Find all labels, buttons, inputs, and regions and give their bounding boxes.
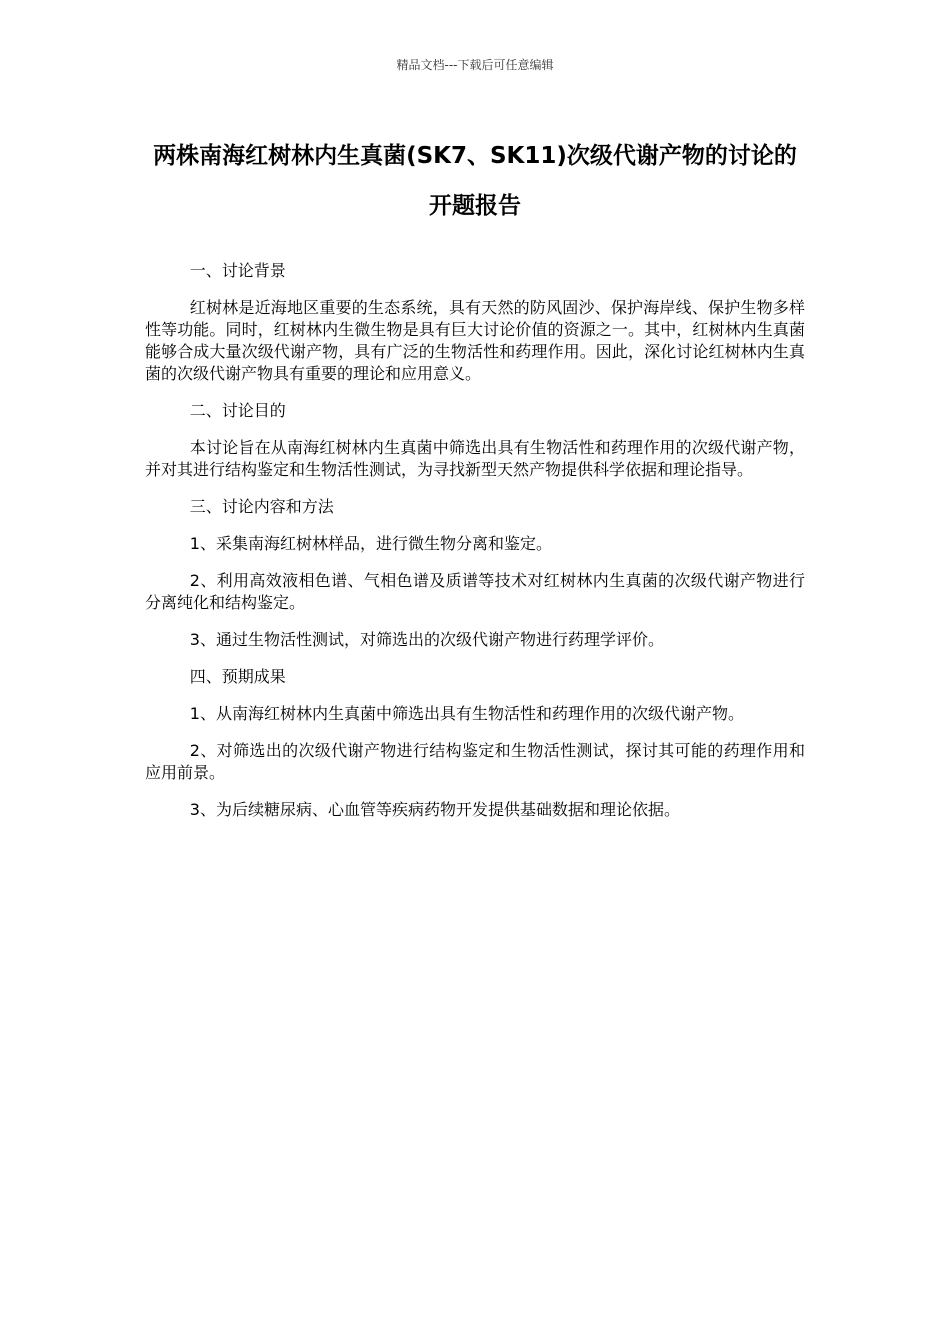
header-note: 精品文档---下载后可任意编辑 xyxy=(396,58,554,72)
section-heading-background: 一、讨论背景 xyxy=(189,261,286,280)
methods-item-2: 2、利用高效液相色谱、气相色谱及质谱等技术对红树林内生真菌的次级代谢产物进行分离纯化和结构鉴定。 xyxy=(145,571,805,612)
section-heading-purpose: 二、讨论目的 xyxy=(189,401,286,420)
paragraph-purpose: 本讨论旨在从南海红树林内生真菌中筛选出具有生物活性和药理作用的次级代谢产物，并对其进行结构鉴定和生物活性测试，为寻找新型天然产物提供科学依据和理论指导。 xyxy=(145,438,805,479)
methods-item-3: 3、通过生物活性测试，对筛选出的次级代谢产物进行药理学评价。 xyxy=(189,630,664,649)
section-heading-methods: 三、讨论内容和方法 xyxy=(189,497,334,516)
outcomes-item-1: 1、从南海红树林内生真菌中筛选出具有生物活性和药理作用的次级代谢产物。 xyxy=(189,704,744,723)
paragraph-background: 红树林是近海地区重要的生态系统，具有天然的防风固沙、保护海岸线、保护生物多样性等功能。同时，红树林内生微生物是具有巨大讨论价值的资源之一。其中，红树林内生真菌能够合成大量次级代谢产物，具有广泛的生物活性和药理作用。因此，深化讨论红树林内生真菌的次级代谢产物具有重要的理论和应用意义。 xyxy=(145,298,805,383)
outcomes-item-2: 2、对筛选出的次级代谢产物进行结构鉴定和生物活性测试，探讨其可能的药理作用和应用前景。 xyxy=(145,741,805,782)
outcomes-item-3: 3、为后续糖尿病、心血管等疾病药物开发提供基础数据和理论依据。 xyxy=(189,800,680,819)
methods-item-1: 1、采集南海红树林样品，进行微生物分离和鉴定。 xyxy=(189,534,552,553)
document-title: 两株南海红树林内生真菌(SK7、SK11)次级代谢产物的讨论的开题报告 xyxy=(153,143,797,219)
section-heading-outcomes: 四、预期成果 xyxy=(189,667,286,686)
document-body xyxy=(145,260,805,836)
